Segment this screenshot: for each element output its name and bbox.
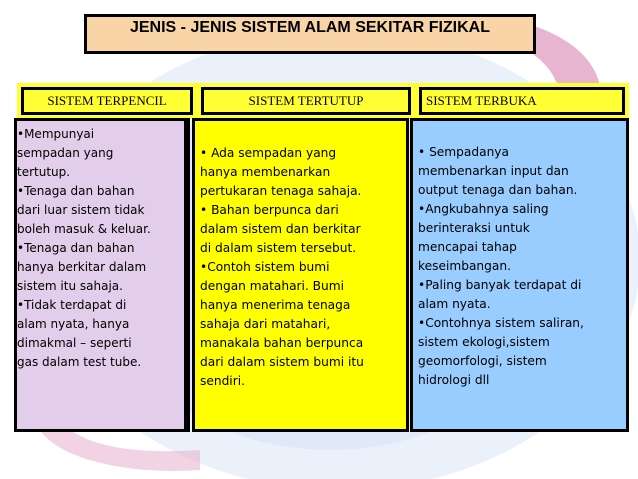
page-title: JENIS - JENIS SISTEM ALAM SEKITAR FIZIKAL [84, 14, 536, 54]
header-row [17, 83, 629, 119]
header-sistem-tertutup: SISTEM TERTUTUP [201, 87, 411, 115]
column-sistem-terpencil: •Mempunyai sempadan yang tertutup. •Tenaga dan bahan dari luar sistem tidak boleh masuk & keluar. •Tenaga dan bahan hanya berkitar dalam sistem itu sahaja. •Tidak terdapat di alam nyata, hanya dimakmal – seperti gas dalam test tube. [14, 118, 187, 432]
header-sistem-terbuka: SISTEM TERBUKA [419, 87, 625, 115]
column-sistem-terbuka: • Sempadanya membenarkan input dan output tenaga dan bahan. •Angkubahnya saling berinteraksi untuk mencapai tahap keseimbangan. •Paling banyak terdapat di alam nyata. •Contohnya sistem saliran, sistem ekologi,sistem geomorfologi, sistem hidrologi dll [410, 118, 629, 432]
column-divider [186, 118, 190, 432]
column-sistem-tertutup: • Ada sempadan yang hanya membenarkan pertukaran tenaga sahaja. • Bahan berpunca dari dalam sistem dan berkitar di dalam sistem tersebut. •Contoh sistem bumi dengan matahari. Bumi hanya menerima tenaga sahaja dari matahari, manakala bahan berpunca dari dalam sistem bumi itu sendiri. [192, 118, 409, 432]
header-sistem-terpencil: SISTEM TERPENCIL [21, 87, 193, 115]
